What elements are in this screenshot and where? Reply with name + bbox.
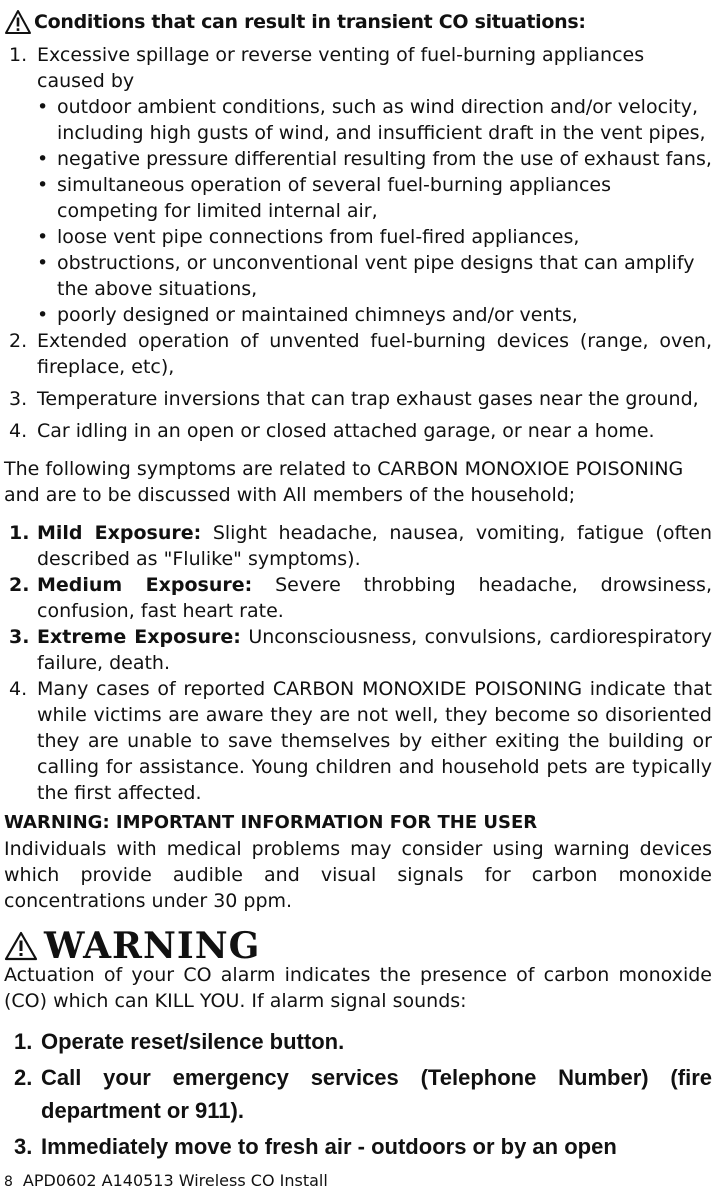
alarm-warning-title: WARNING [44, 925, 261, 967]
symptom-label: Medium Exposure: [37, 574, 253, 596]
conditions-heading-text: Conditions that can result in transient CO situations: [34, 11, 586, 33]
warning-triangle-icon [4, 9, 32, 35]
list-item: 1. Mild Exposure: Slight headache, nausea, vomiting, fatigue (often described as "Flulike" symptoms). [9, 522, 712, 570]
document-title: APD0602 A140513 Wireless CO Install [22, 1171, 328, 1190]
bullet-item: • poorly designed or maintained chimneys and/or vents, [37, 304, 578, 326]
bullet-list [37, 94, 712, 328]
page-footer [4, 1171, 328, 1192]
symptoms-intro: The following symptoms are related to CARBON MONOXIOE POISONING and are to be discussed with All members of the household; [4, 458, 684, 506]
bullet-item: • obstructions, or unconventional vent pipe designs that can amplify the above situations, [37, 252, 695, 300]
bullet-item: • negative pressure differential resulting from the use of exhaust fans, [37, 148, 712, 170]
symptom-label: Mild Exposure: [37, 522, 202, 544]
list-item: 3. Immediately move to fresh air - outdoors or by an open [14, 1134, 617, 1159]
list-item: 3. Extreme Exposure: Unconsciousness, convulsions, cardiorespiratory failure, death. [9, 626, 712, 674]
list-item: 2. Extended operation of unvented fuel-burning devices (range, oven, fireplace, etc), [9, 330, 712, 378]
conditions-list [4, 42, 712, 444]
page-number: 8 [4, 1174, 13, 1190]
list-item: 1. Operate reset/silence button. [14, 1029, 345, 1054]
conditions-heading [4, 4, 586, 40]
alarm-steps-list [4, 1025, 712, 1163]
alarm-warning-text: Actuation of your CO alarm indicates the presence of carbon monoxide (CO) which can KILL YOU. If alarm signal sounds: [4, 964, 712, 1012]
list-item: 2. Medium Exposure: Severe throbbing headache, drowsiness, confusion, fast heart rate. [9, 574, 712, 622]
list-item: 1. Excessive spillage or reverse venting of fuel-burning appliances caused by • outdoor ambient conditions, such as wind direction and/or velocity, including high gusts of wind, and insufficient draft in the vent pipes, • negative pressure differential resulting from the use of exhaust fans, • simultaneous operation of several fuel-burning appliances competing for limited internal air, • loose vent pipe connections from fuel-fired appliances, • obstructions, or unconventional vent pipe designs that can amplify the above situations, • poorly designed or maintained chimneys and/or vents, [9, 44, 712, 326]
symptoms-list [4, 520, 712, 806]
symptom-label: Extreme Exposure: [37, 626, 241, 648]
user-warning-text: Individuals with medical problems may consider using warning devices which provide audible and visual signals for carbon monoxide concentrations under 30 ppm. [4, 838, 712, 912]
list-item: 4. Many cases of reported CARBON MONOXIDE POISONING indicate that while victims are aware they are not well, they become so disoriented they are unable to save themselves by either exiting the building or calling for assistance. Young children and household pets are typically the first affected. [9, 678, 712, 804]
bullet-item: • loose vent pipe connections from fuel-fired appliances, [37, 226, 580, 248]
user-warning [4, 810, 712, 914]
bullet-item: • simultaneous operation of several fuel-burning appliances competing for limited internal air, [37, 174, 611, 222]
list-item: 2. Call your emergency services (Telephone Number) (fire department or 911). [14, 1065, 712, 1123]
user-warning-heading: WARNING: IMPORTANT INFORMATION FOR THE USER [4, 812, 538, 833]
warning-triangle-icon [4, 931, 38, 961]
list-item: 4. Car idling in an open or closed attached garage, or near a home. [9, 420, 655, 442]
bullet-item: • outdoor ambient conditions, such as wind direction and/or velocity, including high gusts of wind, and insufficient draft in the vent pipes, [37, 96, 706, 144]
alarm-warning-heading [4, 926, 260, 966]
list-item: 3. Temperature inversions that can trap exhaust gases near the ground, [9, 388, 699, 410]
